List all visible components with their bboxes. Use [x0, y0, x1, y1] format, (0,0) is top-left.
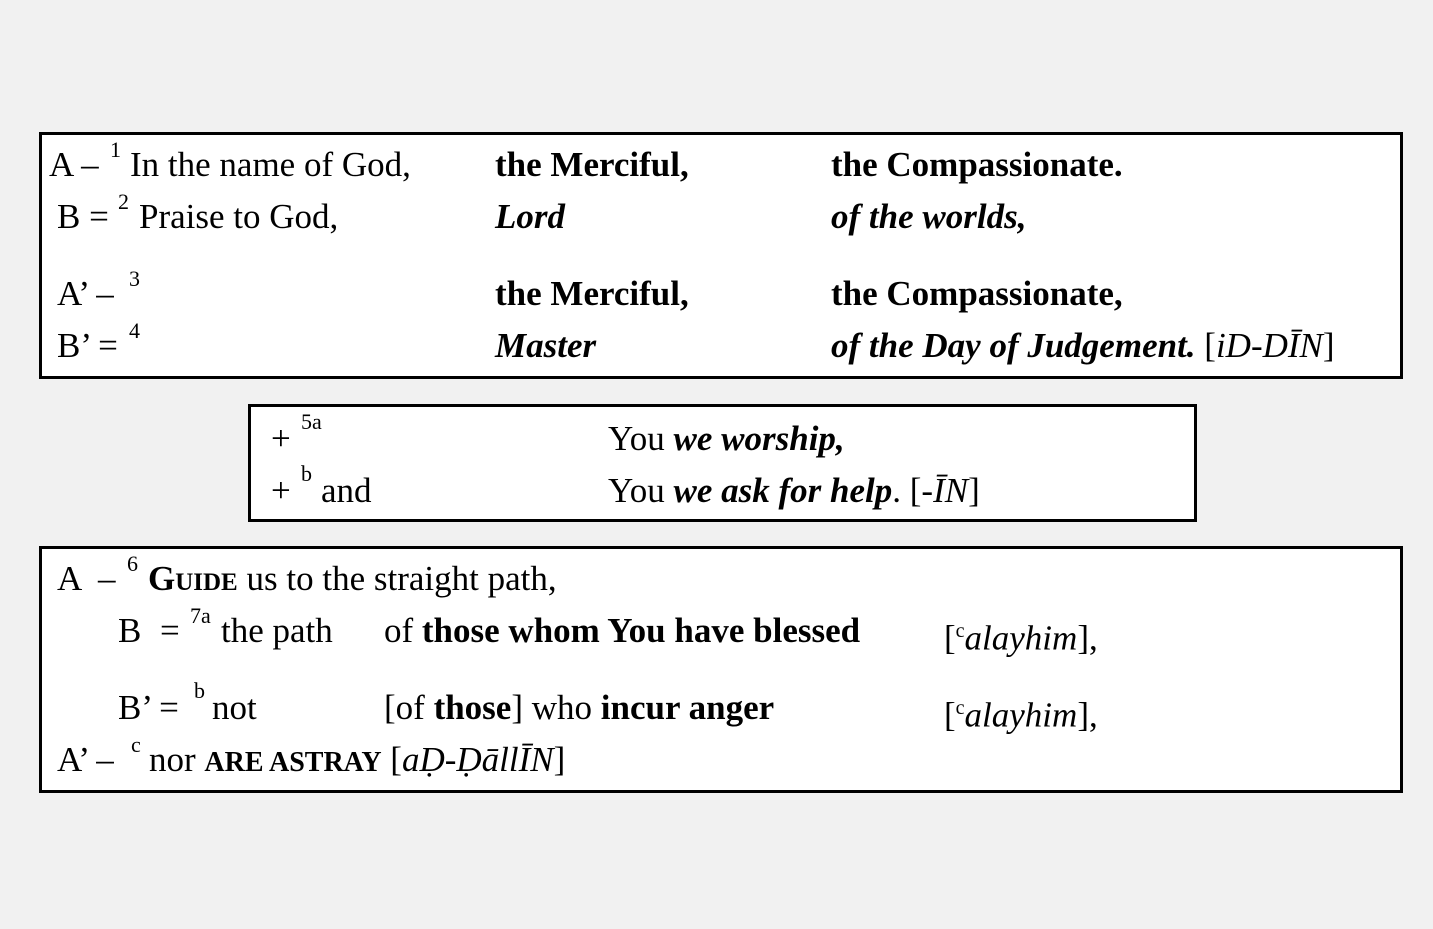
row-b-prime-col3-line	[831, 326, 1335, 366]
row-7a-text: the path	[221, 611, 333, 650]
who-word: ] who	[511, 688, 601, 727]
row-b-text: Praise to God,	[139, 197, 339, 236]
rhyme-ending-in: ĪN	[933, 471, 969, 510]
verse-number-6: 6	[127, 551, 138, 576]
row-a-prime-col3: the Compassionate,	[831, 274, 1123, 313]
those-bold: those	[433, 688, 512, 727]
row-b-prime-col2: Master	[495, 326, 597, 365]
of-bracket-open: [of	[384, 688, 434, 727]
you-word-2: You	[608, 471, 674, 510]
ref-bracket-open-1: [	[944, 618, 956, 658]
row-7a-eq: =	[160, 611, 180, 650]
row-7b-text: not	[212, 688, 257, 727]
row-b-label: B =	[57, 197, 109, 236]
verse-number-5b: b	[301, 461, 312, 486]
verse-number-4: 4	[129, 318, 140, 343]
ref-bracket-open-3: [	[381, 740, 402, 779]
verses-6-7-box	[39, 546, 1403, 793]
row-b-col2: Lord	[495, 197, 565, 236]
verse-number-7b: b	[194, 678, 205, 703]
row-7a-ref	[944, 611, 1098, 659]
row-7b-ref	[944, 688, 1098, 736]
ref-bracket-close-2: ],	[1077, 695, 1098, 735]
those-whom-blessed: those whom You have blessed	[421, 611, 861, 650]
row-7b-label: B’ =	[118, 688, 179, 727]
row-7b-line	[384, 688, 774, 728]
row-a-label: A –	[49, 145, 99, 184]
row-plus-1-label: +	[271, 419, 291, 458]
ayn-mark-1: c	[955, 620, 965, 642]
ref-bracket-close-1: ],	[1077, 618, 1098, 658]
row-6-rest: us to the straight path,	[246, 559, 557, 598]
rhyme-bracket-open: [	[1195, 326, 1216, 365]
alayhim-2: alayhim	[964, 695, 1078, 735]
rhyme-ending-din: iD-DĪN	[1215, 326, 1323, 365]
we-ask-for-help: we ask for help	[673, 471, 893, 510]
are-astray-keyword: ARE ASTRAY	[204, 747, 382, 778]
rhyme-bracket-close-2: ]	[968, 471, 980, 510]
row-plus-2-label: +	[271, 471, 291, 510]
row-6-line	[148, 559, 557, 599]
you-word-1: You	[608, 419, 674, 458]
ref-bracket-close-3: ]	[553, 740, 566, 779]
row-a-col3: the Compassionate.	[831, 145, 1123, 184]
row-b-prime-label: B’ =	[57, 326, 118, 365]
row-7a-line	[384, 611, 860, 651]
verses-1-4-box	[39, 132, 1403, 379]
ref-bracket-open-2: [	[944, 695, 956, 735]
verse-5-box	[248, 404, 1197, 522]
row-a-prime-label: A’ –	[57, 274, 114, 313]
row-a-prime-col2: the Merciful,	[495, 274, 689, 313]
ayn-mark-2: c	[955, 697, 965, 719]
row-plus-2-line	[608, 471, 980, 511]
row-6-dash: –	[98, 559, 116, 598]
ad-dallin: aḌ-ḌāllĪN	[401, 740, 554, 779]
alayhim-1: alayhim	[964, 618, 1078, 658]
verse-number-2: 2	[118, 189, 129, 214]
verse-number-3: 3	[129, 266, 140, 291]
verse-number-5a: 5a	[301, 409, 322, 434]
row-a-col2: the Merciful,	[495, 145, 689, 184]
verse-number-7c: c	[131, 732, 141, 757]
we-worship: we worship,	[673, 419, 845, 458]
row-b-col3: of the worlds,	[831, 197, 1027, 236]
row-6-label: A	[57, 559, 83, 598]
rhyme-bracket-open-2: . [-	[892, 471, 934, 510]
verse-number-7a: 7a	[190, 603, 211, 628]
row-7c-line	[149, 740, 565, 783]
row-plus-1-line	[608, 419, 845, 459]
nor-word: nor	[149, 740, 205, 779]
row-7c-label: A’ –	[57, 740, 114, 779]
row-plus-2-text: and	[321, 471, 372, 510]
guide-keyword: Guide	[148, 559, 238, 598]
of-word: of	[384, 611, 422, 650]
verse-number-1: 1	[110, 137, 121, 162]
row-b-prime-col3: of the Day of Judgement.	[831, 326, 1196, 365]
row-a-text: In the name of God,	[130, 145, 411, 184]
rhyme-bracket-close: ]	[1322, 326, 1335, 365]
row-7a-label: B	[118, 611, 142, 650]
incur-anger: incur anger	[600, 688, 775, 727]
